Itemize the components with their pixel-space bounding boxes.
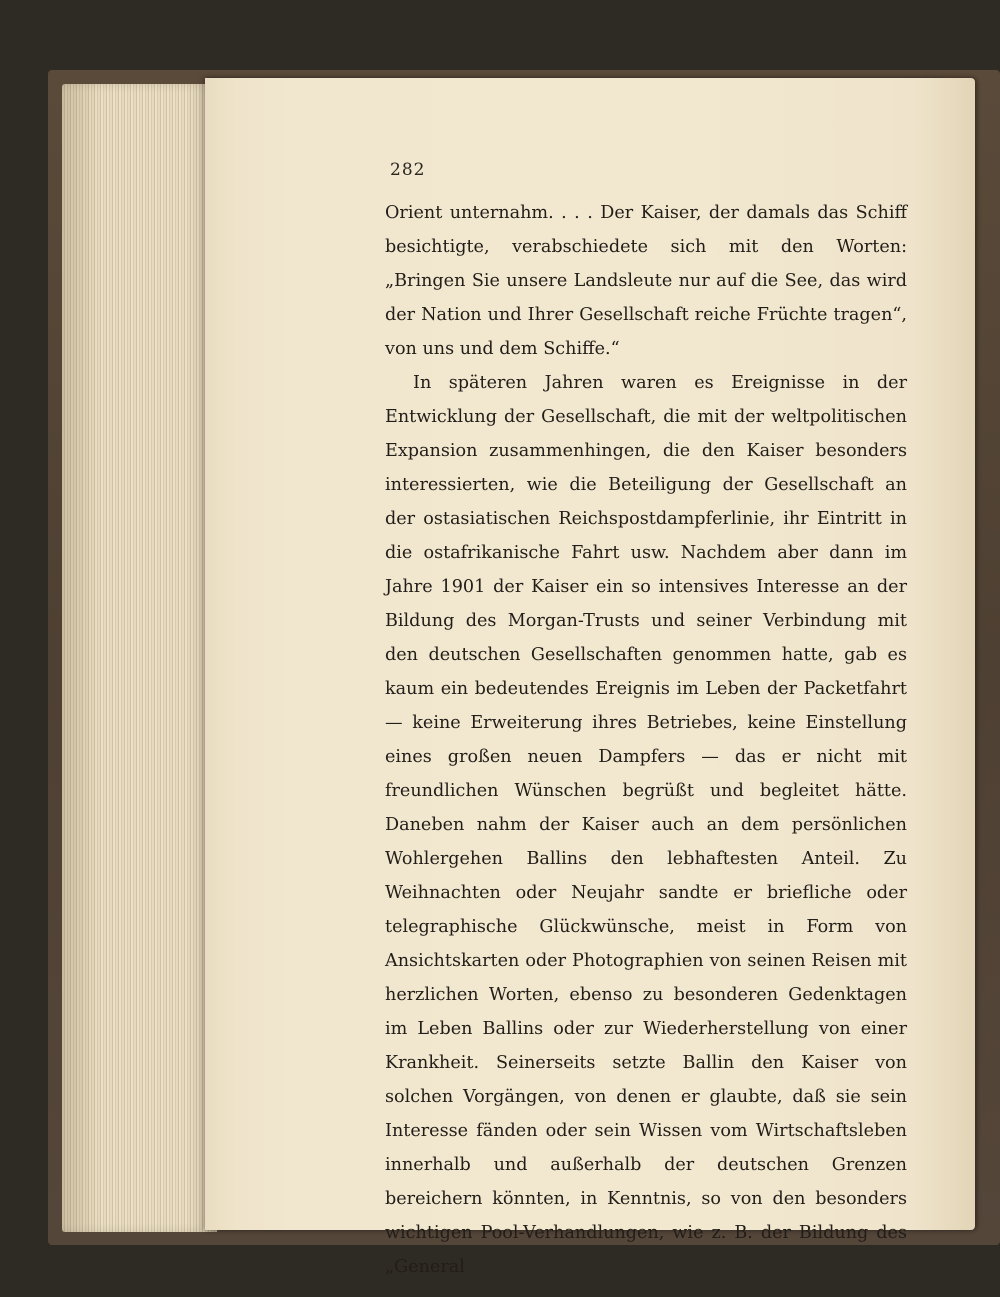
- paragraph-2: In späteren Jahren waren es Ereignisse in der Entwicklung der Gesellschaft, die mit der weltpolitischen Expansion zusammenhingen, die den Kaiser besonders interessierten, wie die Beteiligung der Gesellschaft an der ostasiatischen Reichspostdampferlinie, ihr Eintritt in die ostafrikanische Fahrt usw. Nachdem aber dann im Jahre 1901 der Kaiser ein so intensives Interesse an der Bildung des Morgan-Trusts und seiner Verbindung mit den deutschen Gesellschaften genommen hatte, gab es kaum ein bedeutendes Ereignis im Leben der Packetfahrt — keine Erweiterung ihres Betriebes, keine Einstellung eines großen neuen Dampfers — das er nicht mit freundlichen Wünschen begrüßt und begleitet hätte. Daneben nahm der Kaiser auch an dem persönlichen Wohlergehen Ballins den lebhaftesten Anteil. Zu Weihnachten oder Neujahr sandte er briefliche oder telegraphische Glückwünsche, meist in Form von Ansichtskarten oder Photographien von seinen Reisen mit herzlichen Worten, ebenso zu besonderen Gedenktagen im Leben Ballins oder zur Wiederherstellung von einer Krankheit. Seinerseits setzte Ballin den Kaiser von solchen Vorgängen, von denen er glaubte, daß sie sein Interesse fänden oder sein Wissen vom Wirtschaftsleben innerhalb und außerhalb der deutschen Grenzen bereichern könnten, in Kenntnis, so von den besonders wichtigen Pool-Verhandlungen, wie z. B. der Bildung des „General: [385, 373, 907, 1277]
- page-number: 282: [390, 160, 426, 180]
- page-edges-stack: [62, 84, 217, 1232]
- book-page: [205, 78, 975, 1277]
- body-text: [385, 196, 907, 1284]
- paragraph-1: Orient unternahm. . . . Der Kaiser, der damals das Schiff besichtigte, verabschiedete sich mit den Worten: „Bringen Sie unsere Landsleute nur auf die See, das wird der Nation und Ihrer Gesellschaft reiche Früchte tragen“, von uns und dem Schiffe.“: [385, 203, 907, 359]
